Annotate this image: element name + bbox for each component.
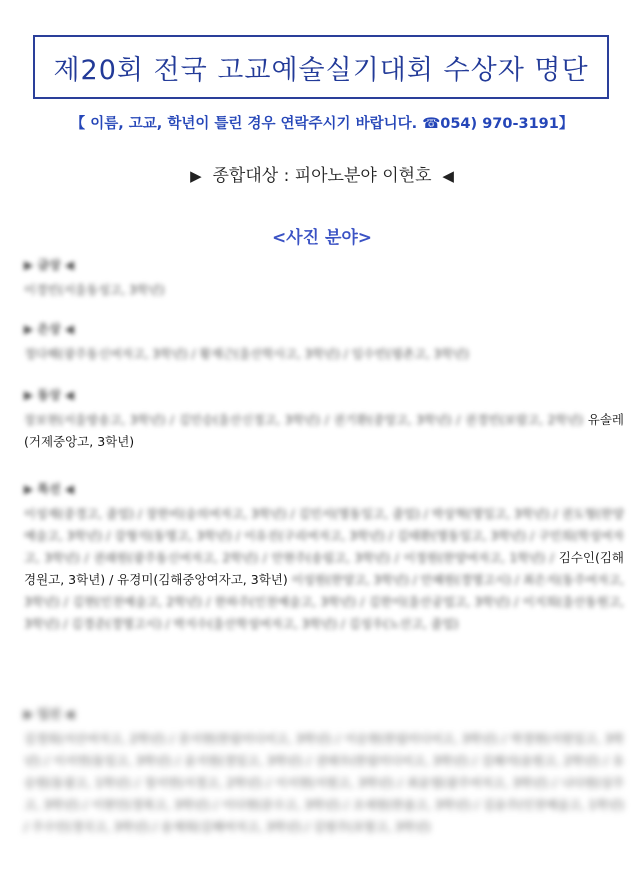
award-entries: 김경희(서산여자고, 2학년) / 문서현(한림미디어고, 3학년) / 이승현(한림미디어고, 3학년) / 박경현(서원일고, 3학년) / 이서연(동일고, 3학년) / 윤지원(경일고, 3학년) / 권태우(한림미디어고, 3학년) / 김혜서(송원고, 2학년) / 유승원(동광고, 1학년) / 정서연(서경고, 2학년) / 이서현(서원고, 3학년) / 최윤영(광주여자고, 3학년) / 나다원(상주고, 3학년) / 이현민(경북고, 3학년) / 이다현(문수고, 3학년) / 조세원(한솔고, 3학년) / 김윤주(인천예술고, 1학년) / 주수민(경국고, 3학년) / 송재희(김해여자고, 3학년) / 김범주(포항고, 3학년)	[24, 732, 624, 834]
title-box	[33, 35, 609, 99]
award-heading: ▶ 특선 ◀	[24, 482, 74, 496]
section-title: <사진 분야>	[271, 228, 373, 248]
award-entry-visible: 유솔레(거제중앙고, 3학년)	[24, 412, 624, 449]
award-gold	[24, 256, 624, 301]
award-bronze	[24, 386, 624, 453]
award-honorable	[24, 705, 624, 838]
right-triangle-icon: ▶	[190, 167, 202, 185]
award-heading: ▶ 은상 ◀	[24, 322, 74, 336]
award-entries-blurred: 이성원(한양고, 3학년) / 안혜원(경명고시) / 최은지(동주여자고, 3학년) / 김현(인천예술고, 2학년) / 한하주(인천예술고, 3학년) / 김한이(울산공업고, 3학년) / 이지희(울산동원고, 3학년) / 김경준(경명고시) / 박지수(울산학성여자고, 3학년) / 김성우(노산고, 졸업)	[24, 573, 625, 631]
grand-prize-text: 종합대상 : 피아노분야 이현호	[212, 166, 432, 186]
award-entries: 이경빈(서울동성고, 3학년)	[24, 283, 165, 297]
award-entries	[24, 409, 624, 453]
award-silver	[24, 320, 624, 365]
award-entry-visible: 유경미(김해중앙여자고, 3학년)	[117, 572, 288, 587]
award-heading: ▶ 입선 ◀	[24, 707, 74, 721]
award-special	[24, 480, 624, 635]
left-triangle-icon: ◀	[442, 167, 454, 185]
award-entry-visible: 김수인(김해경원고, 3학년) /	[24, 550, 624, 587]
grand-prize-line	[0, 161, 644, 186]
contact-notice: 【 이름, 고교, 학년이 틀린 경우 연락주시기 바랍니다. ☎054) 970-3191】	[70, 116, 574, 132]
award-entries: 정다해(광주동신여자고, 3학년) / 황재근(울산학사고, 3학년) / 임수빈(평촌고, 3학년)	[24, 347, 469, 361]
award-entries-blurred: 장보현(서울방송고, 3학년) / 김민승(울산신정고, 3학년) / 권기환(중앙고, 3학년) / 권경빈(보람고, 2학년)	[24, 413, 584, 427]
award-entries	[24, 503, 624, 635]
award-entries-blurred: 이성재(중경고, 졸업) / 장한비(숭의여자고, 3학년) / 김민서(명동일고, 졸업) / 박상혁(명일고, 3학년) / 권도형(한양예술고, 3학년) / 강형석(동명고, 3학년) / 이유진(구리여자고, 3학년) / 김태환(명동일고, 3학년) / 구민희(학성여자고, 3학년) / 권래원(광주동신여자고, 2학년) / 안현주(송림고, 3학년) / 이정원(한양여자고, 1학년) /	[24, 507, 624, 565]
award-heading: ▶ 동상 ◀	[24, 388, 74, 402]
award-heading: ▶ 금상 ◀	[24, 258, 74, 272]
page-title: 제20회 전국 고교예술실기대회 수상자 명단	[53, 54, 589, 86]
